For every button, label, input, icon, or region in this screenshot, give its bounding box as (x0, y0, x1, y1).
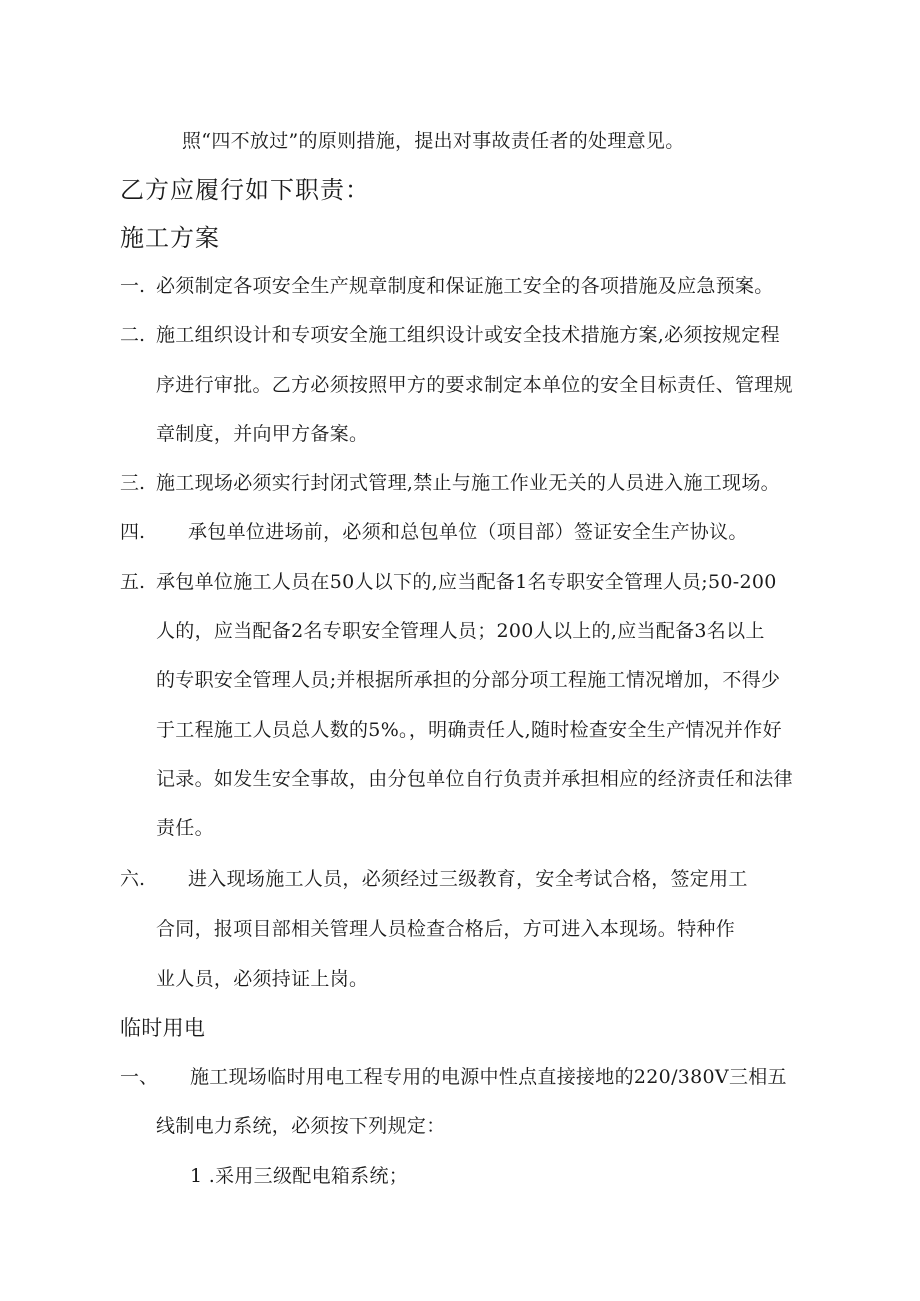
intro-line: 照“四不放过”的原则措施，提出对事故责任者的处理意见。 (182, 130, 685, 152)
item-line: 线制电力系统，必须按下列规定： (156, 1115, 446, 1137)
item-line: 人的，应当配备2名专职安全管理人员；200人以上的,应当配备3名以上 (156, 620, 765, 642)
item-line: 的专职安全管理人员;并根据所承担的分部分项工程施工情况增加，不得少 (156, 669, 781, 691)
heading-party-b-duties: 乙方应履行如下职责： (120, 176, 370, 204)
section-title-construction-plan: 施工方案 (120, 224, 220, 252)
item-line: 施工现场必须实行封闭式管理,禁止与施工作业无关的人员进入施工现场。 (156, 472, 780, 494)
item-line: 章制度，并向甲方备案。 (156, 423, 369, 445)
item-line: 责任。 (156, 817, 214, 839)
item-line: 记录。如发生安全事故，由分包单位自行负责并承担相应的经济责任和法律 (156, 768, 793, 790)
item-number: 一、 (120, 1066, 159, 1088)
item-line: 合同，报项目部相关管理人员检查合格后，方可进入本现场。特种作 (156, 918, 736, 940)
item-line: 承包单位进场前，必须和总包单位（项目部）签证安全生产协议。 (188, 521, 748, 543)
section-title-temporary-power: 临时用电 (120, 1016, 206, 1040)
item-line: 业人员，必须持证上岗。 (156, 968, 369, 990)
item-line: 进入现场施工人员，必须经过三级教育，安全考试合格，签定用工 (188, 868, 748, 890)
item-line: 必须制定各项安全生产规章制度和保证施工安全的各项措施及应急预案。 (156, 275, 774, 297)
item-line: 承包单位施工人员在50人以下的,应当配备1名专职安全管理人员;50-200 (156, 571, 777, 593)
item-number: 四. (120, 521, 146, 543)
sub-item: 1 .采用三级配电箱系统； (190, 1165, 409, 1187)
item-line: 施工组织设计和专项安全施工组织设计或安全技术措施方案,必须按规定程 (156, 324, 780, 346)
item-number: 二. (120, 324, 146, 346)
item-number: 一. (120, 275, 146, 297)
item-line: 施工现场临时用电工程专用的电源中性点直接接地的220/380V三相五 (190, 1066, 787, 1088)
item-number: 六. (120, 868, 146, 890)
item-line: 序进行审批。乙方必须按照甲方的要求制定本单位的安全目标责任、管理规 (156, 374, 793, 396)
item-line: 于工程施工人员总人数的5%。，明确责任人,随时检查安全生产情况并作好 (156, 719, 782, 741)
item-number: 三. (120, 472, 146, 494)
item-number: 五. (120, 571, 146, 593)
